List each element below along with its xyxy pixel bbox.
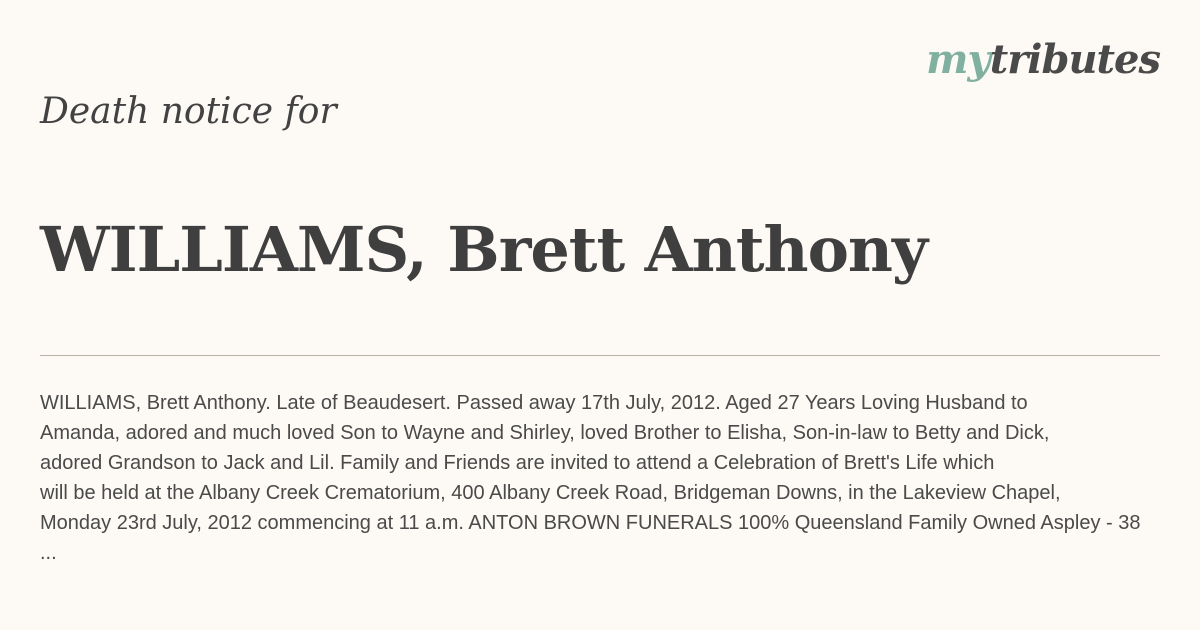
logo-part-my: my <box>926 36 990 83</box>
notice-line: adored Grandson to Jack and Lil. Family and Friends are invited to attend a Celebration of Brett's Life which <box>40 452 995 474</box>
notice-line: will be held at the Albany Creek Crematorium, 400 Albany Creek Road, Bridgeman Downs, in the Lakeview Chapel, <box>40 482 1061 504</box>
notice-line: Amanda, adored and much loved Son to Wayne and Shirley, loved Brother to Elisha, Son-in-law to Betty and Dick, <box>40 422 1050 444</box>
notice-line: Monday 23rd July, 2012 commencing at 11 a.m. ANTON BROWN FUNERALS 100% Queensland Family Owned Aspley - 38 <box>40 512 1141 534</box>
deceased-name-heading: WILLIAMS, Brett Anthony <box>40 213 928 286</box>
divider <box>40 355 1160 356</box>
notice-text <box>40 388 1200 578</box>
death-notice-kicker: Death notice for <box>40 91 337 132</box>
mytributes-logo[interactable] <box>926 32 1160 88</box>
logo-part-tributes: tributes <box>989 36 1160 83</box>
notice-ellipsis: ... <box>40 542 57 564</box>
notice-line: WILLIAMS, Brett Anthony. Late of Beaudesert. Passed away 17th July, 2012. Aged 27 Years Loving Husband to <box>40 392 1028 414</box>
